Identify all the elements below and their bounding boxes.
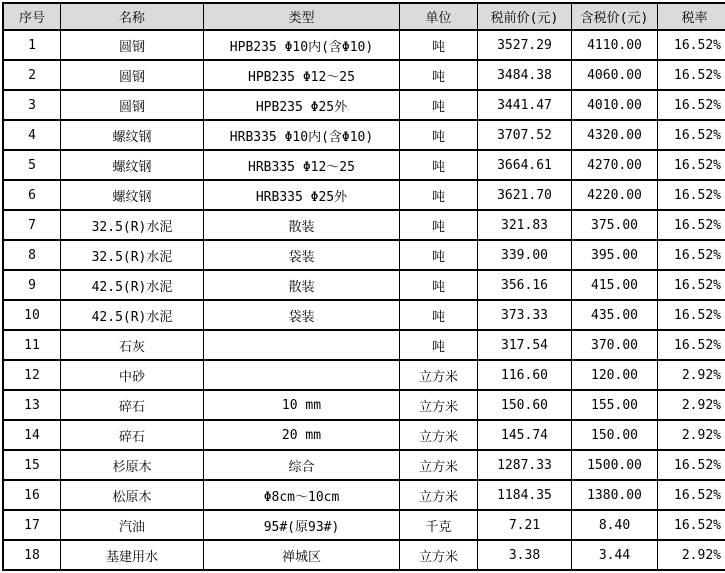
cell-pretax_price: 3527.29	[478, 30, 572, 60]
cell-type: 袋装	[204, 300, 400, 330]
cell-unit: 立方米	[400, 540, 478, 570]
cell-taxed_price: 395.00	[572, 240, 658, 270]
table-row	[3, 30, 725, 60]
cell-unit: 吨	[400, 210, 478, 240]
cell-name: 圆钢	[61, 90, 204, 120]
cell-taxed_price: 375.00	[572, 210, 658, 240]
cell-no: 1	[3, 30, 61, 60]
cell-name: 圆钢	[61, 60, 204, 90]
cell-tax_rate: 16.52%	[658, 240, 725, 270]
cell-name: 中砂	[61, 360, 204, 390]
cell-tax_rate: 16.52%	[658, 480, 725, 510]
cell-pretax_price: 373.33	[478, 300, 572, 330]
cell-tax_rate: 16.52%	[658, 60, 725, 90]
cell-pretax_price: 1287.33	[478, 450, 572, 480]
cell-name: 汽油	[61, 510, 204, 540]
cell-taxed_price: 415.00	[572, 270, 658, 300]
cell-taxed_price: 370.00	[572, 330, 658, 360]
cell-name: 螺纹钢	[61, 120, 204, 150]
cell-tax_rate: 16.52%	[658, 210, 725, 240]
cell-tax_rate: 2.92%	[658, 360, 725, 390]
cell-unit: 吨	[400, 90, 478, 120]
cell-unit: 吨	[400, 30, 478, 60]
cell-pretax_price: 3.38	[478, 540, 572, 570]
cell-taxed_price: 4270.00	[572, 150, 658, 180]
cell-unit: 吨	[400, 240, 478, 270]
cell-pretax_price: 116.60	[478, 360, 572, 390]
cell-name: 螺纹钢	[61, 180, 204, 210]
cell-name: 圆钢	[61, 30, 204, 60]
column-header-tax_rate: 税率	[658, 3, 725, 30]
cell-taxed_price: 120.00	[572, 360, 658, 390]
cell-name: 基建用水	[61, 540, 204, 570]
cell-taxed_price: 4220.00	[572, 180, 658, 210]
cell-no: 18	[3, 540, 61, 570]
cell-name: 32.5(R)水泥	[61, 240, 204, 270]
cell-pretax_price: 150.60	[478, 390, 572, 420]
cell-taxed_price: 4110.00	[572, 30, 658, 60]
table-row	[3, 420, 725, 450]
cell-tax_rate: 16.52%	[658, 120, 725, 150]
cell-taxed_price: 1500.00	[572, 450, 658, 480]
cell-no: 13	[3, 390, 61, 420]
cell-tax_rate: 16.52%	[658, 30, 725, 60]
cell-taxed_price: 3.44	[572, 540, 658, 570]
cell-type: HPB235 Φ25外	[204, 90, 400, 120]
cell-tax_rate: 16.52%	[658, 90, 725, 120]
cell-type: 综合	[204, 450, 400, 480]
table-row	[3, 390, 725, 420]
price-table	[2, 2, 725, 571]
page	[0, 2, 725, 573]
cell-pretax_price: 1184.35	[478, 480, 572, 510]
cell-no: 5	[3, 150, 61, 180]
table-row	[3, 210, 725, 240]
cell-type: 95#(原93#)	[204, 510, 400, 540]
table-row	[3, 300, 725, 330]
cell-type	[204, 330, 400, 360]
table-row	[3, 510, 725, 540]
cell-no: 7	[3, 210, 61, 240]
table-row	[3, 360, 725, 390]
table-row	[3, 240, 725, 270]
cell-no: 17	[3, 510, 61, 540]
cell-no: 4	[3, 120, 61, 150]
cell-tax_rate: 2.92%	[658, 390, 725, 420]
table-body	[3, 30, 725, 570]
table-row	[3, 180, 725, 210]
cell-no: 15	[3, 450, 61, 480]
cell-taxed_price: 4060.00	[572, 60, 658, 90]
cell-taxed_price: 435.00	[572, 300, 658, 330]
cell-tax_rate: 16.52%	[658, 270, 725, 300]
cell-no: 16	[3, 480, 61, 510]
cell-pretax_price: 3707.52	[478, 120, 572, 150]
cell-type: HRB335 Φ12～25	[204, 150, 400, 180]
table-header	[3, 3, 725, 30]
cell-pretax_price: 145.74	[478, 420, 572, 450]
cell-no: 9	[3, 270, 61, 300]
cell-type: 散装	[204, 270, 400, 300]
cell-pretax_price: 7.21	[478, 510, 572, 540]
cell-type: 20 mm	[204, 420, 400, 450]
cell-type: HPB235 Φ12～25	[204, 60, 400, 90]
cell-taxed_price: 1380.00	[572, 480, 658, 510]
cell-unit: 立方米	[400, 450, 478, 480]
cell-pretax_price: 3484.38	[478, 60, 572, 90]
table-row	[3, 60, 725, 90]
cell-unit: 吨	[400, 180, 478, 210]
cell-pretax_price: 317.54	[478, 330, 572, 360]
cell-unit: 千克	[400, 510, 478, 540]
cell-unit: 吨	[400, 60, 478, 90]
column-header-unit: 单位	[400, 3, 478, 30]
cell-pretax_price: 339.00	[478, 240, 572, 270]
cell-no: 2	[3, 60, 61, 90]
cell-no: 3	[3, 90, 61, 120]
cell-name: 42.5(R)水泥	[61, 300, 204, 330]
cell-name: 32.5(R)水泥	[61, 210, 204, 240]
cell-name: 杉原木	[61, 450, 204, 480]
cell-name: 碎石	[61, 420, 204, 450]
cell-name: 碎石	[61, 390, 204, 420]
cell-tax_rate: 16.52%	[658, 450, 725, 480]
cell-name: 石灰	[61, 330, 204, 360]
cell-tax_rate: 16.52%	[658, 510, 725, 540]
table-row	[3, 90, 725, 120]
cell-taxed_price: 150.00	[572, 420, 658, 450]
table-row	[3, 120, 725, 150]
cell-pretax_price: 356.16	[478, 270, 572, 300]
cell-unit: 吨	[400, 120, 478, 150]
cell-pretax_price: 321.83	[478, 210, 572, 240]
table-row	[3, 150, 725, 180]
cell-no: 8	[3, 240, 61, 270]
cell-taxed_price: 8.40	[572, 510, 658, 540]
cell-no: 6	[3, 180, 61, 210]
cell-unit: 吨	[400, 270, 478, 300]
cell-type	[204, 360, 400, 390]
cell-tax_rate: 16.52%	[658, 150, 725, 180]
cell-no: 11	[3, 330, 61, 360]
cell-unit: 立方米	[400, 480, 478, 510]
cell-taxed_price: 4320.00	[572, 120, 658, 150]
column-header-no: 序号	[3, 3, 61, 30]
cell-type: 袋装	[204, 240, 400, 270]
cell-tax_rate: 16.52%	[658, 180, 725, 210]
cell-no: 10	[3, 300, 61, 330]
column-header-pretax_price: 税前价(元)	[478, 3, 572, 30]
cell-tax_rate: 16.52%	[658, 300, 725, 330]
cell-unit: 立方米	[400, 360, 478, 390]
cell-tax_rate: 16.52%	[658, 330, 725, 360]
cell-type: 10 mm	[204, 390, 400, 420]
cell-taxed_price: 4010.00	[572, 90, 658, 120]
cell-type: HRB335 Φ25外	[204, 180, 400, 210]
cell-unit: 立方米	[400, 420, 478, 450]
cell-name: 螺纹钢	[61, 150, 204, 180]
cell-no: 14	[3, 420, 61, 450]
cell-type: 散装	[204, 210, 400, 240]
column-header-taxed_price: 含税价(元)	[572, 3, 658, 30]
cell-type: 禅城区	[204, 540, 400, 570]
cell-pretax_price: 3621.70	[478, 180, 572, 210]
cell-tax_rate: 2.92%	[658, 420, 725, 450]
cell-unit: 吨	[400, 330, 478, 360]
cell-tax_rate: 2.92%	[658, 540, 725, 570]
cell-pretax_price: 3664.61	[478, 150, 572, 180]
column-header-name: 名称	[61, 3, 204, 30]
cell-name: 松原木	[61, 480, 204, 510]
cell-unit: 吨	[400, 150, 478, 180]
header-row	[3, 3, 725, 30]
table-row	[3, 270, 725, 300]
column-header-type: 类型	[204, 3, 400, 30]
table-row	[3, 450, 725, 480]
cell-type: HRB335 Φ10内(含Φ10)	[204, 120, 400, 150]
cell-no: 12	[3, 360, 61, 390]
cell-unit: 立方米	[400, 390, 478, 420]
table-row	[3, 540, 725, 570]
cell-unit: 吨	[400, 300, 478, 330]
cell-pretax_price: 3441.47	[478, 90, 572, 120]
cell-type: Φ8cm～10cm	[204, 480, 400, 510]
cell-name: 42.5(R)水泥	[61, 270, 204, 300]
cell-type: HPB235 Φ10内(含Φ10)	[204, 30, 400, 60]
cell-taxed_price: 155.00	[572, 390, 658, 420]
table-row	[3, 480, 725, 510]
table-row	[3, 330, 725, 360]
